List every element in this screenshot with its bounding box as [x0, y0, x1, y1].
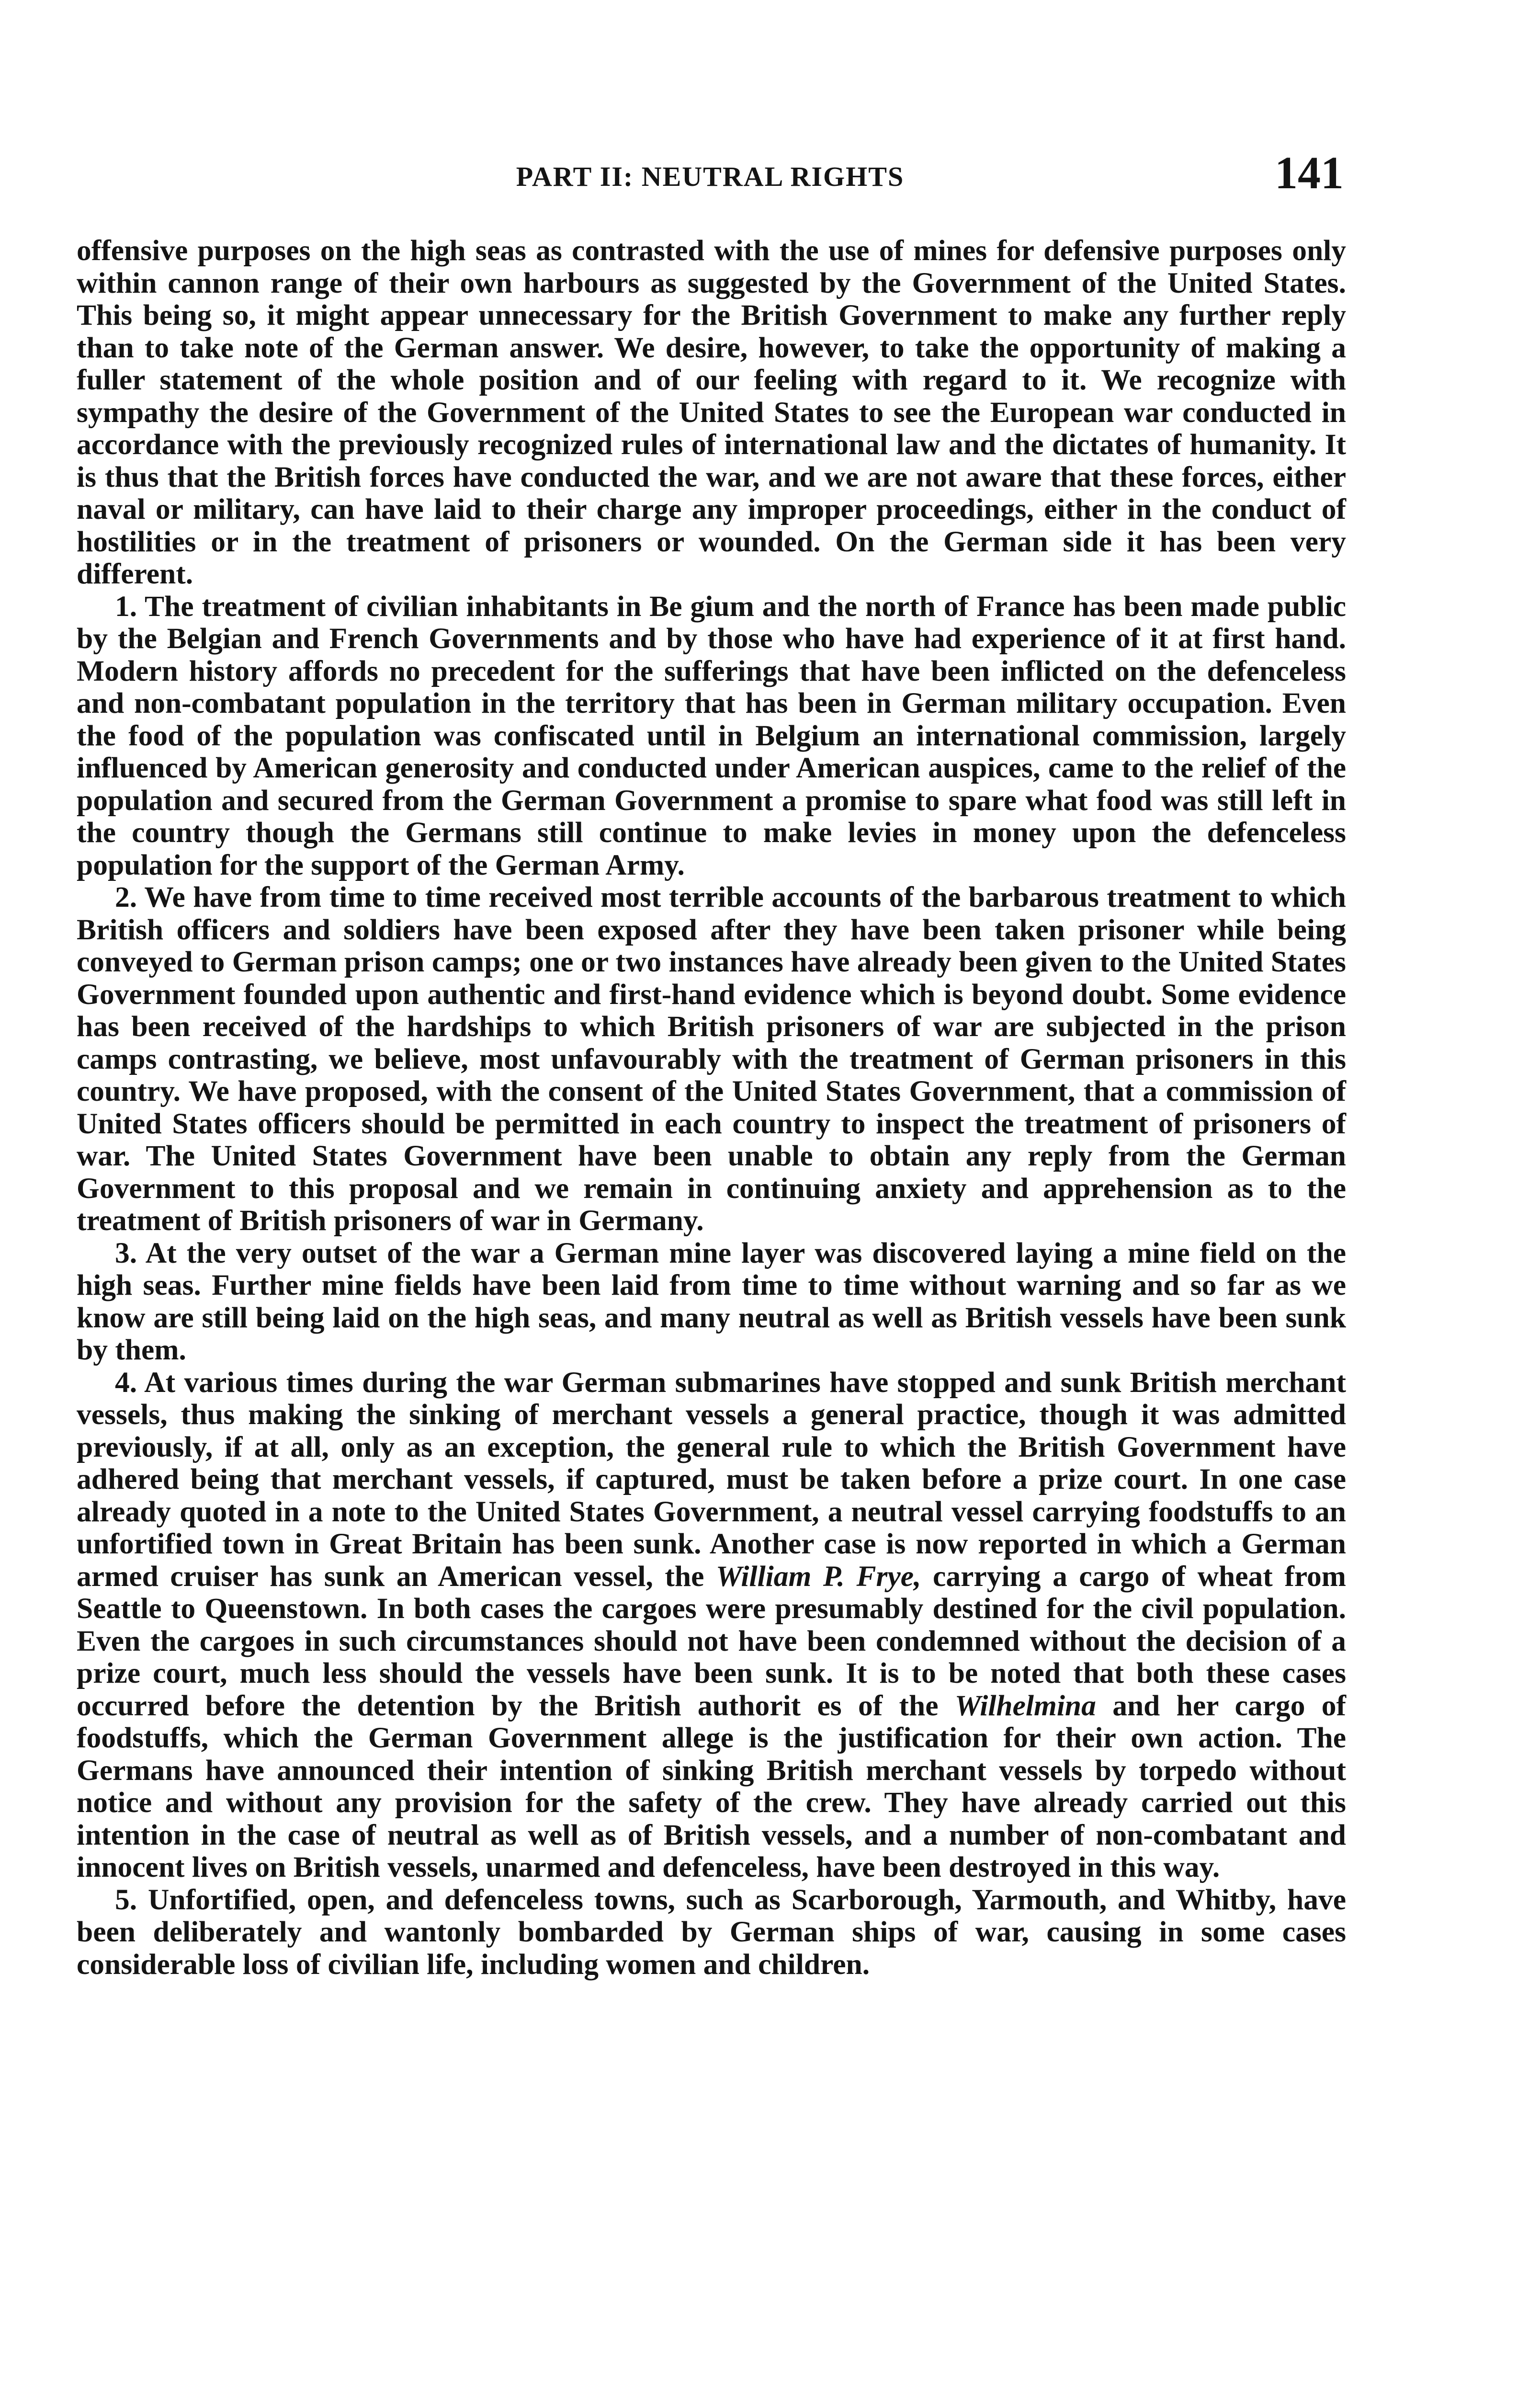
- ship-name-william-p-frye: William P. Frye,: [716, 1560, 921, 1593]
- paragraph-continuation: offensive purposes on the high seas as contrasted with the use of mines for defensive purposes only within cannon range of their own harbours as suggested by the Government of the United States. This being so, it might appear unnecessary for the British Government to make any further reply than to take note of the German answer. We desire, however, to take the opportunity of making a fuller statement of the whole position and of our feeling with regard to it. We recognize with sympathy the desire of the Government of the United States to see the European war conducted in accordance with the previously recognized rules of international law and the dictates of humanity. It is thus that the British forces have conducted the war, and we are not aware that these forces, either naval or military, can have laid to their charge any improper proceedings, either in the conduct of hostilities or in the treatment of prisoners or wounded. On the German side it has been very different.: [77, 234, 1346, 590]
- ship-name-wilhelmina: Wilhelmina: [954, 1689, 1096, 1722]
- paragraph-4-part-b: carrying a cargo of wheat from Seattle to Queenstown. In both cases the cargoes were presumably destined for the civil population. Even the cargoes in such circumstances should not have been condemned without the decision of a prize court, much less should the vessels have been sunk. It is to be noted that both these cases occurred before the detention by the British authorit es of the: [77, 1560, 1347, 1722]
- page-number: 141: [1275, 147, 1344, 198]
- paragraph-4: [77, 1367, 1346, 1884]
- paragraph-1: 1. The treatment of civilian inhabitants in Be gium and the north of France has been made public by the Belgian and French Governments and by those who have had experience of it at first hand. Modern history affords no precedent for the sufferings that have been inflicted on the defenceless and non-combatant population in the territory that has been in German military occupation. Even the food of the population was confiscated until in Belgium an international commission, largely influenced by American generosity and conducted under American auspices, came to the relief of the population and secured from the German Government a promise to spare what food was still left in the country though the Germans still continue to make levies in money upon the defenceless population for the support of the German Army.: [77, 590, 1346, 881]
- paragraph-5: 5. Unfortified, open, and defenceless towns, such as Scarborough, Yarmouth, and Whitby, have been deliberately and wantonly bombarded by German ships of war, causing in some cases considerable loss of civilian life, including women and children.: [77, 1883, 1346, 1981]
- paragraph-4-part-c: and her cargo of foodstuffs, which the German Government allege is the justification for their own action. The Germans have announced their intention of sinking British merchant vessels by torpedo without notice and without any provision for the safety of the crew. They have already carried out this intention in the case of neutral as well as of British vessels, and a number of non-combatant and innocent lives on British vessels, unarmed and defenceless, have been destroyed in this way.: [77, 1689, 1347, 1883]
- paragraph-2: 2. We have from time to time received most terrible accounts of the barbarous treatment to which British officers and soldiers have been exposed after they have been taken prisoner while being conveyed to German prison camps; one or two instances have already been given to the United States Government founded upon authentic and first-hand evidence which is beyond doubt. Some evidence has been received of the hardships to which British prisoners of war are subjected in the prison camps contrasting, we believe, most unfavourably with the treatment of German prisoners in this country. We have proposed, with the consent of the United States Government, that a commission of United States officers should be permitted in each country to inspect the treatment of prisoners of war. The United States Government have been unable to obtain any reply from the German Government to this proposal and we remain in continuing anxiety and apprehension as to the treatment of British prisoners of war in Germany.: [77, 881, 1346, 1237]
- paragraph-3: 3. At the very outset of the war a German mine layer was discovered laying a mine field on the high seas. Further mine fields have been laid from time to time without warning and so far as we know are still being laid on the high seas, and many neutral as well as British vessels have been sunk by them.: [77, 1236, 1346, 1366]
- running-head: PART II: NEUTRAL RIGHTS: [516, 161, 905, 192]
- page-header: [77, 108, 1344, 198]
- paragraph-4-part-a: 4. At various times during the war German submarines have stopped and sunk British merchant vessels, thus making the sinking of merchant vessels a general practice, though it was admitted previously, if at all, only as an exception, the general rule to which the British Government have adhered being that merchant vessels, if captured, must be taken before a prize court. In one case already quoted in a note to the United States Government, a neutral vessel carrying foodstuffs to an unfortified town in Great Britain has been sunk. Another case is now reported in which a German armed cruiser has sunk an American vessel, the: [77, 1366, 1346, 1593]
- body-text: [77, 235, 1346, 1981]
